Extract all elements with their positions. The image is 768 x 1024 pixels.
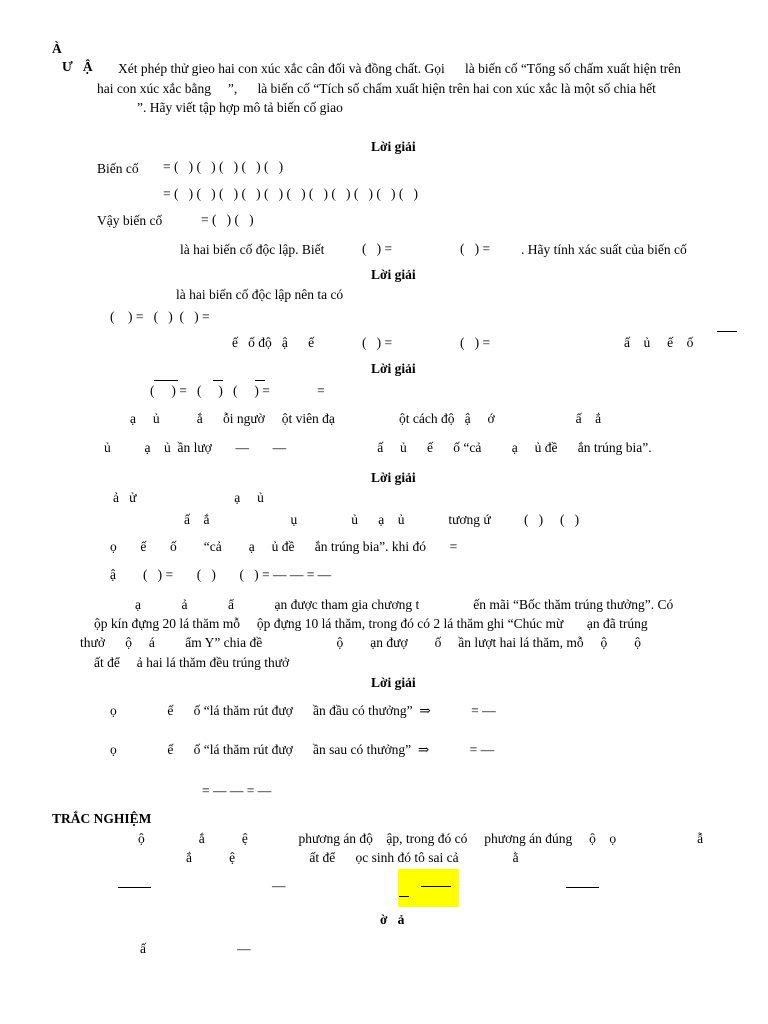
exercise-2-text-d: . Hãy tính xác suất của biến cố: [521, 242, 687, 257]
solution-2-line-2: ( ) = ( ) ( ) =: [110, 309, 210, 324]
solution-5-line-1: ọ ế ố “lá thăm rút đượ ần đầu có thưởng” ⇒ = —: [110, 703, 496, 718]
overline-mark: [154, 380, 178, 381]
option-c-fraction-bar: [421, 886, 451, 887]
solution-4-heading: Lời giải: [371, 470, 416, 485]
solution-2-heading: Lời giải: [371, 267, 416, 282]
solution-2-line-3c: ( ) =: [460, 335, 491, 350]
exercise-2-text-c: ( ) =: [460, 241, 491, 256]
solution-5-heading: Lời giải: [371, 675, 416, 690]
multiple-choice-title: TRẮC NGHIỆM: [52, 811, 152, 826]
solution-1-set-b: = ( ) ( ) ( ) ( ) ( ) ( ) ( ) ( ) ( ) ( ) ( ): [163, 186, 419, 201]
overline-mark: [717, 331, 737, 332]
section-heading-line-1: À: [52, 41, 62, 56]
multiple-choice-solution-line: ấ —: [140, 941, 251, 956]
exercise-2-text-a: là hai biến cố độc lập. Biết: [180, 242, 325, 257]
solution-2-line-3d: ấ ủ ế ố: [624, 335, 694, 350]
overline-mark: [213, 380, 223, 381]
solution-1-event-label: Biến cố: [97, 161, 139, 176]
exercise-5-text-line-2: ộp kín đựng 20 lá thăm mỗ ộp đựng 10 lá thăm, trong đó có 2 lá thăm ghi “Chúc mừ ạn đã trúng: [94, 616, 648, 631]
solution-5-line-3: = — — = —: [202, 783, 272, 798]
exercise-2-text-b: ( ) =: [362, 241, 393, 256]
overline-mark: [255, 380, 265, 381]
solution-4-line-4: ậ ( ) = ( ) ( ) = — — = —: [110, 567, 332, 582]
solution-2-line-3a: ế ố độ ậ ế: [232, 335, 315, 350]
exercise-5-text-line-3: thưở ộ á ẩm Y” chia đề ộ ạn đượ ố ần lượt hai lá thăm, mỗ ộ ộ: [80, 635, 642, 650]
solution-1-set-a: = ( ) ( ) ( ) ( ) ( ): [163, 159, 284, 174]
option-b-fraction: —: [272, 878, 286, 893]
solution-4-line-2b: ( ) ( ): [524, 512, 580, 527]
exercise-5-text-line-1: ạ ả ẩ ạn được tham gia chương t ến mãi “Bốc thăm trúng thưởng”. Có: [135, 597, 674, 612]
exercise-3-text-line-1: ạ ủ ắ ỗi ngườ ột viên đạ ột cách độ ậ ớ ấ ắ: [130, 411, 602, 426]
exercise-5-text-line-4: ất để ả hai lá thăm đều trúng thưở: [94, 655, 290, 670]
solution-3-line-1: ( ) = ( ) ( ) = =: [150, 383, 325, 398]
solution-2-line-3b: ( ) =: [362, 335, 393, 350]
multiple-choice-solution-heading: ờ ả: [380, 912, 405, 927]
solution-1-conclusion-label: Vậy biến cố: [97, 213, 163, 228]
option-a-fraction-bar: [118, 887, 151, 888]
exercise-1-text-line-1: Xét phép thử gieo hai con xúc xắc cân đối và đồng chất. Gọi là biến cố “Tổng số chấm xuất hiện trên: [118, 61, 681, 76]
solution-4-line-1: ả ử ạ ủ: [113, 490, 264, 505]
solution-1-set-c: = ( ) ( ): [201, 212, 254, 227]
solution-4-line-2: ấ ắ ụ ủ ạ ủ tương ứ: [184, 512, 491, 527]
solution-3-heading: Lời giải: [371, 361, 416, 376]
multiple-choice-text-line-1: ộ ắ ệ phương án độ ập, trong đó có phương án đúng ộ ọ ẫ: [138, 831, 704, 846]
option-c-fraction-bar-small: [399, 896, 409, 897]
solution-1-heading: Lời giải: [371, 139, 416, 154]
highlighted-answer-option-c: [398, 869, 459, 907]
option-d-fraction-bar: [566, 887, 599, 888]
solution-2-line-1: là hai biến cố độc lập nên ta có: [176, 287, 344, 302]
exercise-1-text-line-2: hai con xúc xắc bằng ”, là biến cố “Tích số chấm xuất hiện trên hai con xúc xắc là một số chia hết: [97, 81, 656, 96]
multiple-choice-text-line-2: ắ ệ ất để ọc sinh đó tô sai cả ằ: [186, 850, 519, 865]
section-heading-line-2: Ư Ậ: [62, 59, 93, 74]
exercise-3-text-line-2: ủ ạ ủ ần lượ — — ấ ủ ế ố “cả ạ ủ đề ắn trúng bia”.: [104, 440, 652, 455]
solution-4-line-3: ọ ế ố “cả ạ ủ đề ắn trúng bia”. khi đó =: [110, 539, 458, 554]
exercise-1-text-line-3: ”. Hãy viết tập hợp mô tả biến cố giao: [137, 100, 343, 115]
solution-5-line-2: ọ ế ố “lá thăm rút đượ ần sau có thưởng” ⇒ = —: [110, 742, 495, 757]
